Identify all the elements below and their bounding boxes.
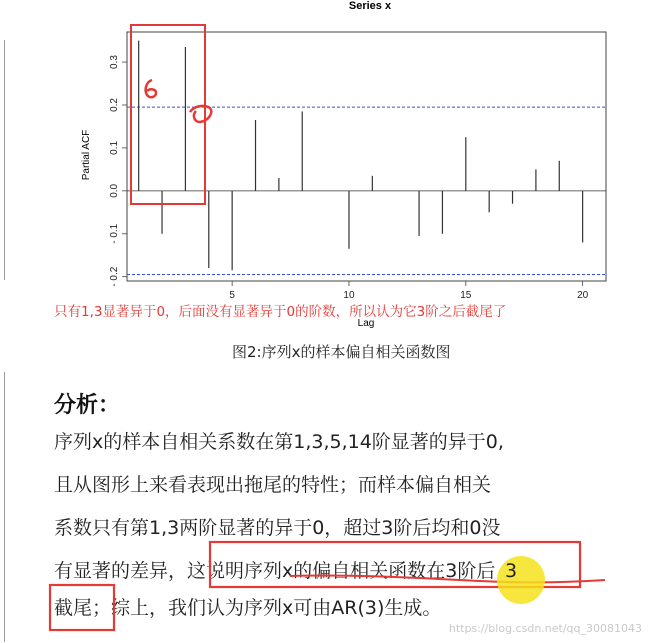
highlighted-char-3: 3 <box>505 560 518 582</box>
x-tick-label: 15 <box>460 290 472 301</box>
highlight-box-truncation <box>50 585 114 630</box>
analysis-line-2: 且从图形上来看表现出拖尾的特性；而样本偏自相关 <box>54 474 492 496</box>
scribble-zero <box>190 106 211 122</box>
figure-caption: 图2:序列x的样本偏自相关函数图 <box>232 343 451 361</box>
y-tick-label: 0.3 <box>109 55 120 70</box>
plot-frame <box>127 32 606 281</box>
x-axis <box>229 281 588 301</box>
x-tick-label: 5 <box>229 290 235 301</box>
y-tick-label: 0.0 <box>109 183 120 198</box>
y-tick-label: 0.2 <box>109 98 120 112</box>
y-tick-label: - 0.2 <box>109 266 120 287</box>
annotation-note: 只有1,3显著异于0，后面没有显著异于0的阶数，所以认为它3阶之后截尾了 <box>54 304 507 320</box>
x-tick-label: 10 <box>343 290 355 301</box>
x-axis-label: Lag <box>357 318 375 329</box>
y-tick-label: - 0.1 <box>109 223 120 244</box>
underline-stroke <box>290 575 605 582</box>
chart-title: Series x <box>348 0 392 12</box>
analysis-line-3: 系数只有第1,3两阶显著的异于0，超过3阶后均和0没 <box>54 517 501 539</box>
watermark: https://blog.csdn.net/qq_30081043 <box>448 622 642 635</box>
x-tick-label: 20 <box>577 290 589 301</box>
y-tick-label: 0.1 <box>109 140 120 155</box>
analysis-line-1: 序列x的样本自相关系数在第1,3,5,14阶显著的异于0, <box>54 431 504 453</box>
analysis-heading: 分析： <box>54 393 121 418</box>
scribble-six <box>146 80 156 97</box>
analysis-line-5: 截尾；综上，我们认为序列x可由AR(3)生成。 <box>54 597 442 619</box>
y-axis <box>109 55 127 287</box>
y-axis-label: Partial ACF <box>81 129 92 181</box>
analysis-line-4: 有显著的差异，这说明序列x的偏自相关函数在3阶后 <box>54 560 496 582</box>
